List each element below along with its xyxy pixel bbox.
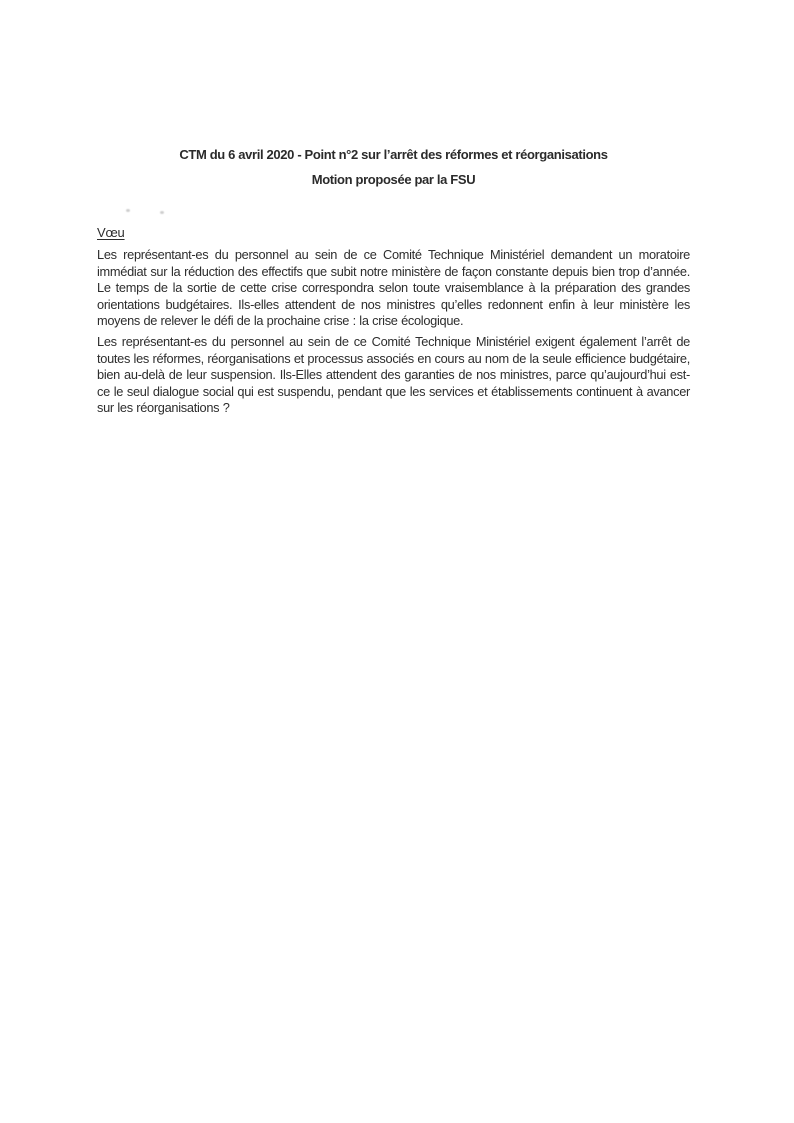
- document-subtitle: Motion proposée par la FSU: [311, 172, 476, 187]
- paragraph-motion-2: Les représentant-es du personnel au sein de ce Comité Technique Ministériel exigent également l’arrêt de toutes les réformes, réorganisations et processus associés en cours au nom de la seule efficience budgétaire, bien au-delà de leur suspension. Ils-Elles attendent des garanties de nos ministres, parce qu’aujourd’hui est-ce le seul dialogue social qui est suspendu, pendant que les services et établissements continuent à avancer sur les réorganisations ?: [97, 333, 690, 416]
- document-content: [97, 0, 690, 417]
- document-title: CTM du 6 avril 2020 - Point n°2 sur l’arrêt des réformes et réorganisations: [179, 147, 608, 162]
- paragraph-motion-1: Les représentant-es du personnel au sein de ce Comité Technique Ministériel demandent un moratoire immédiat sur la réduction des effectifs que subit notre ministère de façon constante depuis bien trop d’année. Le temps de la sortie de cette crise correspondra selon toute vraisemblance à la préparation des grandes orientations budgétaires. Ils-elles attendent de nos ministres qu’elles redonnent enfin à leur ministère les moyens de relever le défi de la prochaine crise : la crise écologique.: [97, 247, 690, 329]
- section-heading-voeu: Vœu: [97, 225, 125, 240]
